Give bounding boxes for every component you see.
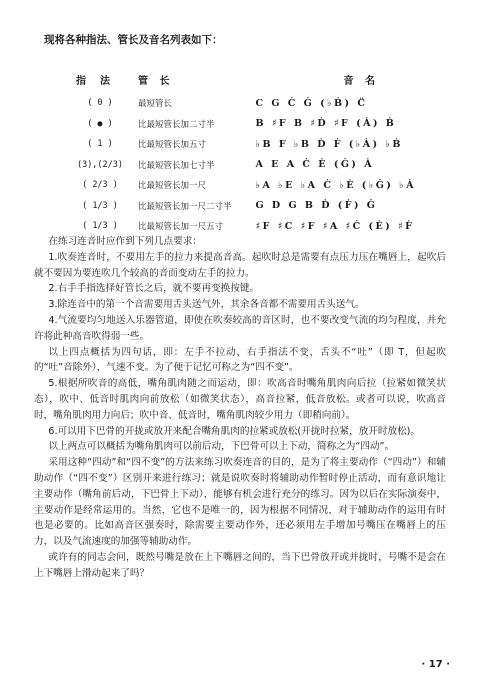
notes-cell: B ♯F B ♯Ḋ ♯F (Ȧ) Ḃ xyxy=(255,118,397,130)
notes-cell: A E A Ċ Ė (Ġ) Ȧ xyxy=(255,159,375,171)
table-row xyxy=(76,134,416,155)
paragraph: 以上两点可以概括为嘴角肌肉可以前后动，下巴骨可以上下动，简称之为“四动”。 xyxy=(48,441,395,453)
fingering-cell: ( 0 ) xyxy=(87,98,113,109)
paragraph: 或许有的同志会问，既然号嘴是放在上下嘴唇之间的，当下巴骨放开或并拢时，号嘴不是会在上下嘴唇上滑动起来了吗？ xyxy=(34,551,446,579)
notes-cell: C G Ċ Ġ (♭Ḃ) C̈ xyxy=(255,97,368,109)
header-fingering: 指 法 xyxy=(76,76,115,87)
length-cell: 比最短管长加一尺五寸 xyxy=(137,222,223,233)
fingering-table xyxy=(76,72,416,237)
length-cell: 最短管长 xyxy=(137,99,172,110)
table-row xyxy=(76,196,416,217)
table-row xyxy=(76,155,416,176)
length-cell: 比最短管长加七寸半 xyxy=(137,160,215,171)
fingering-cell: ( 1/3 ) xyxy=(82,221,118,232)
length-cell: 比最短管长加一尺二寸半 xyxy=(137,201,232,212)
table-row xyxy=(76,114,416,135)
paragraph: 1.吹奏连音时，不要用左手的拉力来提高音高。起吹时总是需要有点压力压在嘴唇上，起吹后就不要因为要连吹几个较高的音而变动左手的拉力。 xyxy=(34,251,446,279)
notes-cell: ♭A ♭E ♭A Ċ ♭Ė (♭Ġ) ♭Ȧ xyxy=(255,179,416,191)
paragraph: 采用这种“四动”和“四不变”的方法来练习吹奏连音的目的，是为了将主要动作（“四动”）和辅助动作（“四不变”）区别开来进行练习；就是说吹奏时将辅助动作暂时停止活动，而有意识地让主要动作（嘴角前后动，下巴骨上下动），能够有机会进行充分的练习。因为以后在实际演奏中，主要动作是经常运用的。当然，它也不是唯一的，因为根据不同情况，对于辅助动作的运用有时也是必要的。比如高音区强奏时，除需要主要动作外，还必须用左手增加号嘴压在嘴唇上的压力，以及气流速度的加强等辅助动作。 xyxy=(34,457,446,548)
paragraph: 2.右手手指选择好管长之后，就不要再变换按键。 xyxy=(48,283,260,295)
paragraph: 5.根据所吹音的高低，嘴角肌肉随之而运动，即：吹高音时嘴角肌肉向后拉（拉紧如微笑状态），吹中、低音时肌肉向前放松（如微笑状态），高音拉紧，低音放松。或者可以说，吹高音时，嘴角肌肉用力向后；吹中音、低音时，嘴角肌肉较少用力（即稍向前）。 xyxy=(34,378,446,421)
paragraph: 在练习连音时应作到下列几点要求： xyxy=(48,236,202,247)
paragraph: 3.除连音中的第一个音需要用舌头送气外，其余各音都不需要用舌头送气。 xyxy=(48,299,365,311)
body-text xyxy=(34,234,446,582)
table-header-row xyxy=(76,72,416,93)
page-number: · 17 · xyxy=(421,659,450,670)
length-cell: 比最短管长加一尺 xyxy=(137,181,206,192)
header-notes: 音 名 xyxy=(343,76,379,87)
fingering-cell: ( 2/3 ) xyxy=(82,180,118,191)
length-cell: 比最短管长加五寸 xyxy=(137,140,206,151)
notes-cell: ♭B F ♭B Ḋ Ḟ (♭Ȧ) ♭Ḃ xyxy=(255,138,403,150)
fingering-cell: ( 1/3 ) xyxy=(82,200,118,211)
fingering-cell: ( ● ) xyxy=(87,118,113,129)
length-cell: 比最短管长加二寸半 xyxy=(137,119,215,130)
fingering-cell: (3),(2/3) xyxy=(76,159,124,170)
paragraph: 以上四点概括为四句话，即：左手不拉动，右手指法不变，舌头不“吐”（即 T，但起吹的“吐”音除外），气速不变。为了便于记忆可称之为“四不变”。 xyxy=(34,346,446,374)
notes-cell: G D G B Ḋ (Ḟ) Ġ xyxy=(255,200,378,212)
header-length: 管 长 xyxy=(137,76,174,87)
notes-cell: ♯F ♯C ♯F ♯A ♯Ċ (Ė) ♯Ḟ xyxy=(255,220,415,232)
paragraph: 6.可以用下巴骨的开拢或放开来配合嘴角肌肉的拉紧或放松(开拢时拉紧，放开时放松)。 xyxy=(48,425,420,437)
paragraph: 4.气流要均匀地送入乐器管道，即使在吹奏较高的音区时，也不要改变气流的均匀程度，并允许将此种高音吹得弱一些。 xyxy=(34,314,446,342)
table-row xyxy=(76,175,416,196)
intro-line: 现将各种指法、管长及音名列表如下： xyxy=(44,34,223,46)
fingering-cell: ( 1 ) xyxy=(87,139,113,150)
table-row xyxy=(76,93,416,114)
